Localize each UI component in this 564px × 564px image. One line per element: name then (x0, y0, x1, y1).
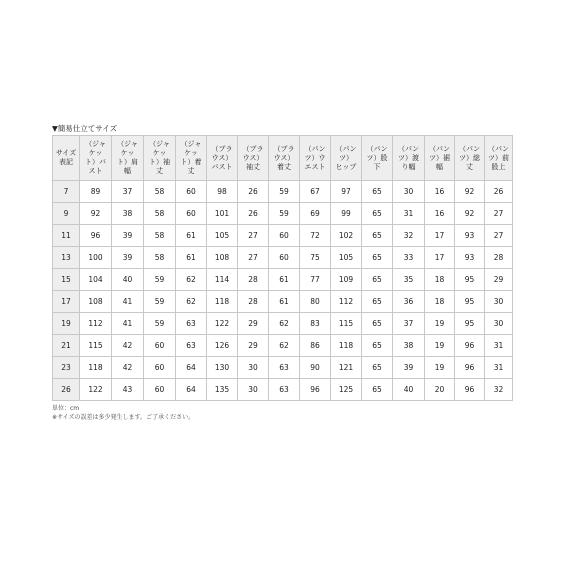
table-cell: 96 (300, 379, 331, 401)
table-cell: 39 (393, 357, 425, 379)
table-row (53, 225, 513, 247)
table-row (53, 203, 513, 225)
header-cell: （パン ツ）渡 り幅 (393, 136, 425, 181)
header-cell: サイズ 表記 (53, 136, 80, 181)
table-cell: 114 (207, 269, 238, 291)
table-cell: 27 (238, 247, 269, 269)
table-cell: 19 (425, 335, 455, 357)
table-cell: 30 (238, 379, 269, 401)
table-cell: 58 (144, 225, 176, 247)
table-cell: 102 (331, 225, 362, 247)
table-cell: 92 (80, 203, 112, 225)
table-cell: 63 (269, 379, 300, 401)
table-cell: 86 (300, 335, 331, 357)
table-cell: 27 (485, 203, 513, 225)
table-cell: 90 (300, 357, 331, 379)
table-cell: 32 (485, 379, 513, 401)
table-cell: 28 (485, 247, 513, 269)
table-row (53, 357, 513, 379)
table-cell: 58 (144, 203, 176, 225)
table-cell: 41 (112, 291, 144, 313)
table-cell: 61 (269, 291, 300, 313)
table-cell: 65 (362, 181, 393, 203)
table-cell: 96 (455, 335, 485, 357)
table-cell: 32 (393, 225, 425, 247)
table-cell: 65 (362, 291, 393, 313)
table-cell: 26 (238, 203, 269, 225)
table-cell: 126 (207, 335, 238, 357)
table-cell: 65 (362, 313, 393, 335)
table-cell: 18 (425, 291, 455, 313)
table-cell: 108 (80, 291, 112, 313)
table-cell: 59 (144, 313, 176, 335)
table-cell: 75 (300, 247, 331, 269)
table-cell: 31 (485, 357, 513, 379)
table-row (53, 291, 513, 313)
table-cell: 39 (112, 247, 144, 269)
table-cell: 30 (238, 357, 269, 379)
table-cell: 130 (207, 357, 238, 379)
table-cell: 63 (176, 313, 207, 335)
table-cell: 93 (455, 247, 485, 269)
header-cell: （パン ツ）前 股上 (485, 136, 513, 181)
table-cell: 59 (144, 269, 176, 291)
size-label-cell: 11 (53, 225, 80, 247)
table-cell: 26 (238, 181, 269, 203)
table-cell: 31 (393, 203, 425, 225)
table-cell: 36 (393, 291, 425, 313)
table-cell: 58 (144, 247, 176, 269)
table-cell: 65 (362, 335, 393, 357)
table-cell: 105 (331, 247, 362, 269)
table-cell: 38 (112, 203, 144, 225)
table-cell: 97 (331, 181, 362, 203)
table-cell: 38 (393, 335, 425, 357)
table-cell: 60 (144, 335, 176, 357)
table-cell: 62 (176, 291, 207, 313)
table-cell: 63 (269, 357, 300, 379)
size-label-cell: 26 (53, 379, 80, 401)
table-cell: 26 (485, 181, 513, 203)
table-cell: 112 (331, 291, 362, 313)
table-cell: 121 (331, 357, 362, 379)
table-cell: 104 (80, 269, 112, 291)
table-cell: 20 (425, 379, 455, 401)
table-cell: 95 (455, 269, 485, 291)
size-label-cell: 7 (53, 181, 80, 203)
table-cell: 65 (362, 357, 393, 379)
table-cell: 100 (80, 247, 112, 269)
size-label-cell: 13 (53, 247, 80, 269)
table-cell: 96 (80, 225, 112, 247)
table-row (53, 313, 513, 335)
table-cell: 109 (331, 269, 362, 291)
header-cell: （ジャ ケッ ト）袖 丈 (144, 136, 176, 181)
table-cell: 60 (176, 203, 207, 225)
header-cell: （ジャ ケッ ト）バ スト (80, 136, 112, 181)
table-title: ▼簡易仕立てサイズ (52, 124, 118, 133)
table-cell: 80 (300, 291, 331, 313)
table-cell: 62 (176, 269, 207, 291)
size-label-cell: 19 (53, 313, 80, 335)
table-cell: 17 (425, 225, 455, 247)
header-cell: （ブラ ウス） バスト (207, 136, 238, 181)
table-row (53, 335, 513, 357)
table-cell: 35 (393, 269, 425, 291)
table-cell: 39 (112, 225, 144, 247)
table-cell: 89 (80, 181, 112, 203)
table-cell: 61 (269, 269, 300, 291)
header-row (53, 136, 513, 181)
table-cell: 58 (144, 181, 176, 203)
table-cell: 92 (455, 181, 485, 203)
table-cell: 29 (485, 269, 513, 291)
table-cell: 101 (207, 203, 238, 225)
table-cell: 65 (362, 269, 393, 291)
table-cell: 108 (207, 247, 238, 269)
table-cell: 16 (425, 203, 455, 225)
table-cell: 19 (425, 313, 455, 335)
table-cell: 62 (269, 313, 300, 335)
table-cell: 37 (112, 181, 144, 203)
table-cell: 65 (362, 203, 393, 225)
table-cell: 125 (331, 379, 362, 401)
size-label-cell: 23 (53, 357, 80, 379)
table-cell: 135 (207, 379, 238, 401)
table-cell: 105 (207, 225, 238, 247)
table-cell: 18 (425, 269, 455, 291)
table-cell: 93 (455, 225, 485, 247)
table-cell: 42 (112, 357, 144, 379)
table-cell: 27 (238, 225, 269, 247)
table-cell: 65 (362, 379, 393, 401)
table-cell: 29 (238, 335, 269, 357)
table-cell: 37 (393, 313, 425, 335)
table-cell: 30 (485, 291, 513, 313)
table-cell: 16 (425, 181, 455, 203)
table-cell: 30 (393, 181, 425, 203)
table-cell: 59 (269, 203, 300, 225)
table-cell: 28 (238, 269, 269, 291)
table-cell: 60 (176, 181, 207, 203)
unit-note: 単位：cm (52, 405, 80, 412)
header-cell: （パン ツ） ヒップ (331, 136, 362, 181)
header-cell: （ブラ ウス） 袖丈 (238, 136, 269, 181)
table-cell: 83 (300, 313, 331, 335)
table-row (53, 181, 513, 203)
table-cell: 99 (331, 203, 362, 225)
table-cell: 41 (112, 313, 144, 335)
size-label-cell: 9 (53, 203, 80, 225)
table-cell: 77 (300, 269, 331, 291)
table-cell: 27 (485, 225, 513, 247)
table-cell: 43 (112, 379, 144, 401)
table-row (53, 379, 513, 401)
table-cell: 61 (176, 247, 207, 269)
table-cell: 28 (238, 291, 269, 313)
table-cell: 60 (144, 379, 176, 401)
table-cell: 112 (80, 313, 112, 335)
table-row (53, 269, 513, 291)
table-cell: 67 (300, 181, 331, 203)
header-cell: （ブラ ウス） 着丈 (269, 136, 300, 181)
size-label-cell: 21 (53, 335, 80, 357)
table-cell: 31 (485, 335, 513, 357)
table-cell: 118 (207, 291, 238, 313)
table-cell: 115 (331, 313, 362, 335)
table-cell: 60 (269, 225, 300, 247)
table-cell: 59 (269, 181, 300, 203)
table-cell: 29 (238, 313, 269, 335)
header-cell: （パン ツ）股 下 (362, 136, 393, 181)
disclaimer-note: ※サイズの誤差は多少発生します。ご了承ください。 (52, 414, 195, 421)
table-cell: 118 (80, 357, 112, 379)
header-cell: （ジャ ケッ ト）肩 幅 (112, 136, 144, 181)
table-cell: 59 (144, 291, 176, 313)
notes (52, 404, 512, 422)
table-cell: 65 (362, 247, 393, 269)
table-cell: 19 (425, 357, 455, 379)
table-cell: 40 (393, 379, 425, 401)
header-cell: （ジャ ケッ ト）着 丈 (176, 136, 207, 181)
table-cell: 115 (80, 335, 112, 357)
table-cell: 64 (176, 379, 207, 401)
table-cell: 122 (207, 313, 238, 335)
size-chart (52, 124, 512, 422)
table-cell: 40 (112, 269, 144, 291)
header-cell: （パン ツ）ウ エスト (300, 136, 331, 181)
table-cell: 33 (393, 247, 425, 269)
header-cell: （パン ツ）裾 幅 (425, 136, 455, 181)
table-cell: 122 (80, 379, 112, 401)
table-cell: 95 (455, 313, 485, 335)
table-cell: 60 (144, 357, 176, 379)
header-cell: （パン ツ）総 丈 (455, 136, 485, 181)
table-cell: 17 (425, 247, 455, 269)
table-cell: 60 (269, 247, 300, 269)
table-cell: 118 (331, 335, 362, 357)
table-cell: 95 (455, 291, 485, 313)
table-row (53, 247, 513, 269)
table-cell: 96 (455, 357, 485, 379)
size-label-cell: 15 (53, 269, 80, 291)
size-label-cell: 17 (53, 291, 80, 313)
table-cell: 61 (176, 225, 207, 247)
table-cell: 63 (176, 335, 207, 357)
size-table (52, 135, 513, 401)
table-cell: 98 (207, 181, 238, 203)
table-cell: 64 (176, 357, 207, 379)
table-cell: 30 (485, 313, 513, 335)
table-cell: 72 (300, 225, 331, 247)
table-cell: 69 (300, 203, 331, 225)
table-cell: 96 (455, 379, 485, 401)
table-cell: 62 (269, 335, 300, 357)
table-cell: 42 (112, 335, 144, 357)
table-cell: 92 (455, 203, 485, 225)
table-cell: 65 (362, 225, 393, 247)
